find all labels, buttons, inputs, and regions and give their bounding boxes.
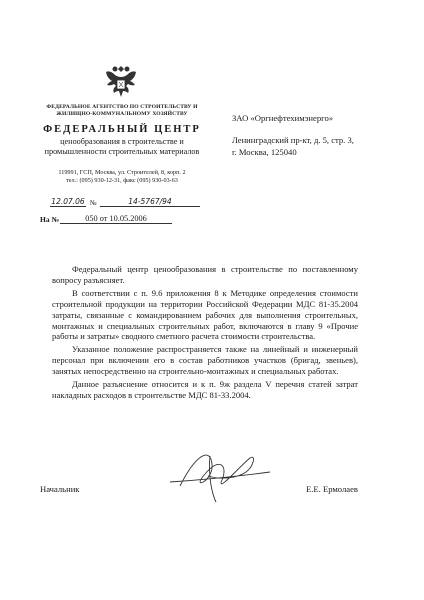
sender-address [40,169,204,185]
recipient-address-line1: Ленинградский пр-кт, д. 5, стр. 3, [232,135,354,145]
incoming-reference [40,214,204,226]
center-subtitle: ценообразования в строительстве и промышленности строительных материалов [44,137,200,156]
signer-name: Е.Е. Ермолаев [306,484,358,494]
body-paragraph-3: Указанное положение распространяется также на линейный и инженерный персонал при включении его в состав работников участков (бригад, звеньев), занятых непосредственно на строительно-монтажных и специальных работах. [52,344,358,377]
letter-body [52,264,358,403]
sender-street: 119991, ГСП, Москва, ул. Строителей, 8, корп. 2 [58,169,186,176]
state-emblem-icon [102,60,140,104]
agency-name: ФЕДЕРАЛЬНОЕ АГЕНТСТВО ПО СТРОИТЕЛЬСТВУ И ЖИЛИЩНО-КОММУНАЛЬНОМУ ХОЗЯЙСТВУ [46,104,198,117]
outgoing-number: 14-5767/94 [100,197,200,207]
signer-title: Начальник [40,484,80,494]
body-paragraph-1: Федеральный центр ценообразования в строительстве по поставленному вопросу разъясняет. [52,264,358,285]
body-paragraph-2: В соответствии с п. 9.6 приложения 8 к Методике определения стоимости строительной продукции на территории Российской Федерации МДС 81-35.2004 затраты, связанные с командированием рабочих для выполнения строительных, монтажных и специальных строительных работ, включаются в главу 9 «Прочие работы и затраты» сводного сметного расчета стоимости строительства. [52,287,358,342]
outgoing-number-line [40,197,204,209]
recipient-address-line2: г. Москва, 125040 [232,147,297,157]
incoming-label: На № [40,215,59,224]
recipient-block [232,112,412,158]
sender-phones: тел.: (095) 930-12-31, факс (095) 930-03-63 [66,177,178,184]
body-paragraph-4: Данное разъяснение относится и к п. 9ж раздела V перечня статей затрат накладных расходов в строительстве МДС 81-33.2004. [52,379,358,400]
handwritten-signature [150,436,280,508]
outgoing-date: 12.07.06 [51,197,85,206]
recipient-org: ЗАО «Оргнефтехимэнерго» [232,113,334,123]
center-title: ФЕДЕРАЛЬНЫЙ ЦЕНТР [43,124,201,135]
outgoing-no-label: № [90,199,97,207]
incoming-value: 050 от 10.05.2006 [60,214,172,224]
